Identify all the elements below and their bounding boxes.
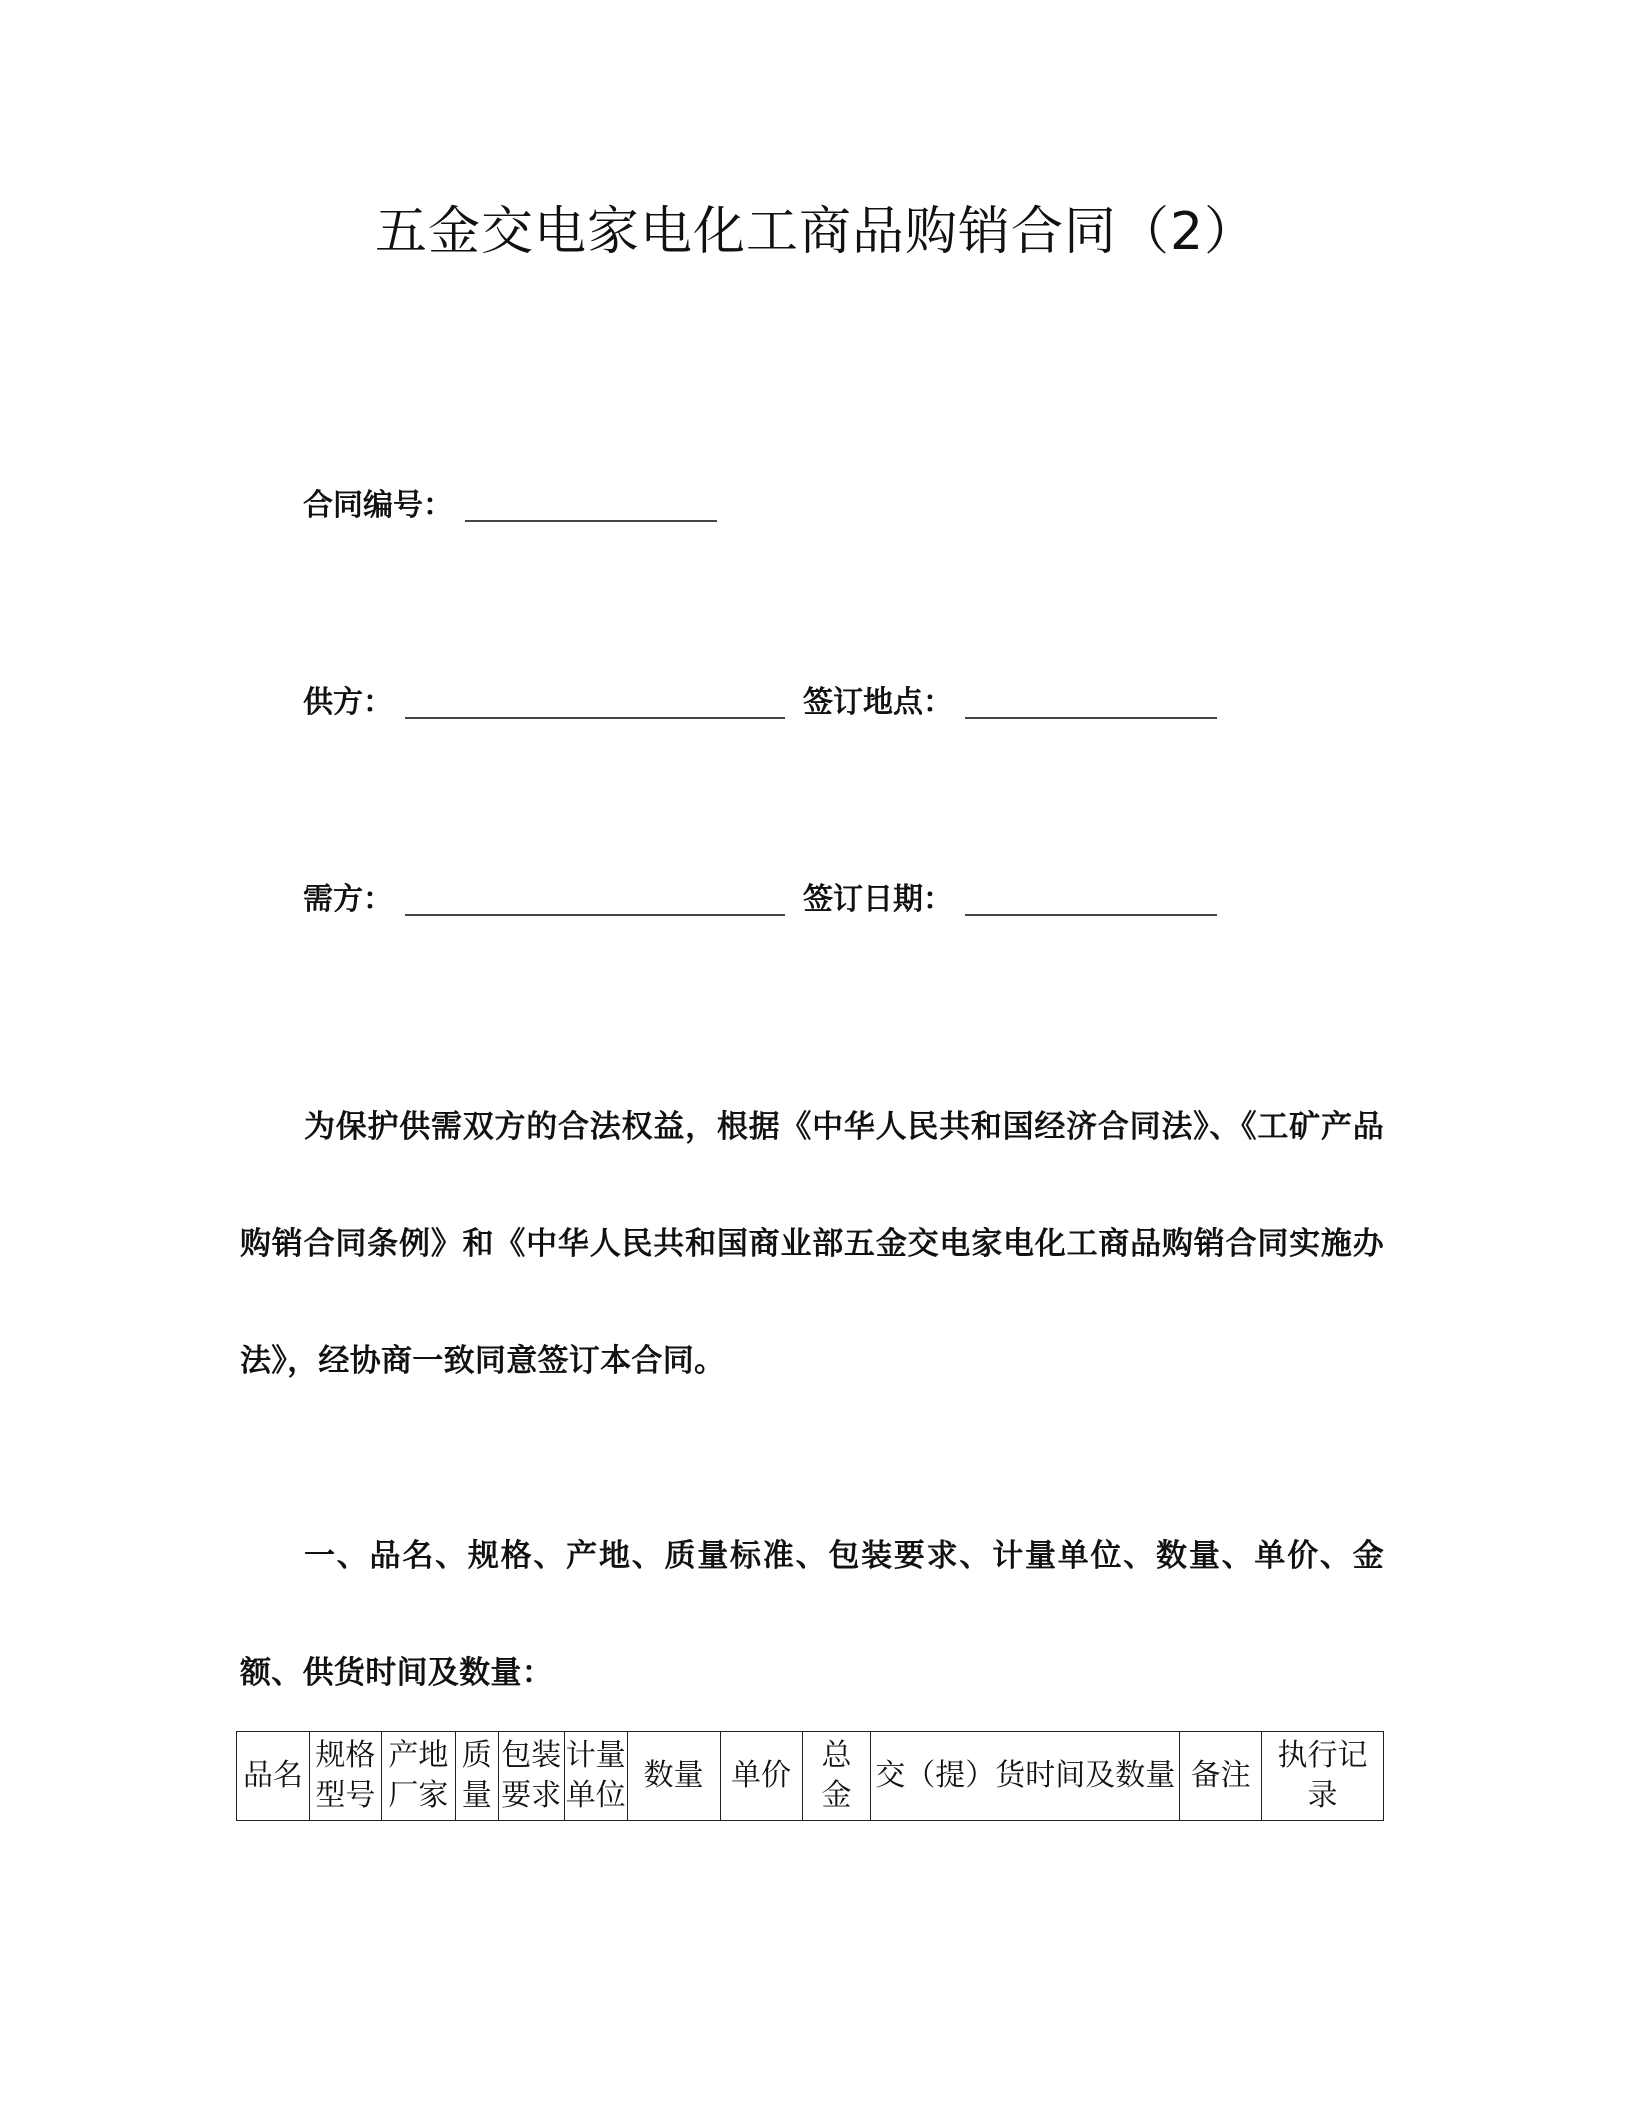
contract-number-blank[interactable] (465, 490, 717, 522)
header-quality: 质 量 (455, 1732, 498, 1821)
document-title: 五金交电家电化工商品购销合同（2） (374, 202, 1258, 262)
sign-date-blank[interactable] (965, 884, 1217, 916)
header-packaging: 包装 要求 (498, 1732, 564, 1821)
supplier-label: 供方： (303, 685, 393, 720)
sign-date-label: 签订日期： (803, 882, 953, 917)
contract-number-row (303, 486, 717, 526)
header-execution-record: 执行记 录 (1262, 1732, 1384, 1821)
header-delivery: 交（提）货时间及数量 (871, 1732, 1180, 1821)
sign-place-blank[interactable] (965, 687, 1217, 719)
buyer-blank[interactable] (405, 884, 785, 916)
header-unit: 计量 单位 (564, 1732, 627, 1821)
preamble-paragraph: 为保护供需双方的合法权益，根据《中华人民共和国经济合同法》、《工矿产品购销合同条例》和《中华人民共和国商业部五金交电家电化工商品购销合同实施办法》，经协商一致同意签订本合同。 (240, 1109, 1384, 1379)
buyer-row (303, 880, 1217, 920)
table-header-row (237, 1732, 1384, 1821)
header-origin-maker: 产地 厂家 (381, 1732, 455, 1821)
header-quantity: 数量 (627, 1732, 720, 1821)
sign-place-label: 签订地点： (803, 685, 953, 720)
header-spec-model: 规格 型号 (309, 1732, 381, 1821)
header-remarks: 备注 (1180, 1732, 1262, 1821)
header-unit-price: 单价 (720, 1732, 802, 1821)
section-1-heading: 一、品名、规格、产地、质量标准、包装要求、计量单位、数量、单价、金额、供货时间及数量： (240, 1538, 1384, 1691)
contract-number-label: 合同编号： (303, 488, 453, 523)
buyer-label: 需方： (303, 882, 393, 917)
goods-table (236, 1731, 1384, 1821)
supplier-row (303, 683, 1217, 723)
supplier-blank[interactable] (405, 687, 785, 719)
header-total: 总 金 (802, 1732, 871, 1821)
header-product-name: 品名 (237, 1732, 310, 1821)
